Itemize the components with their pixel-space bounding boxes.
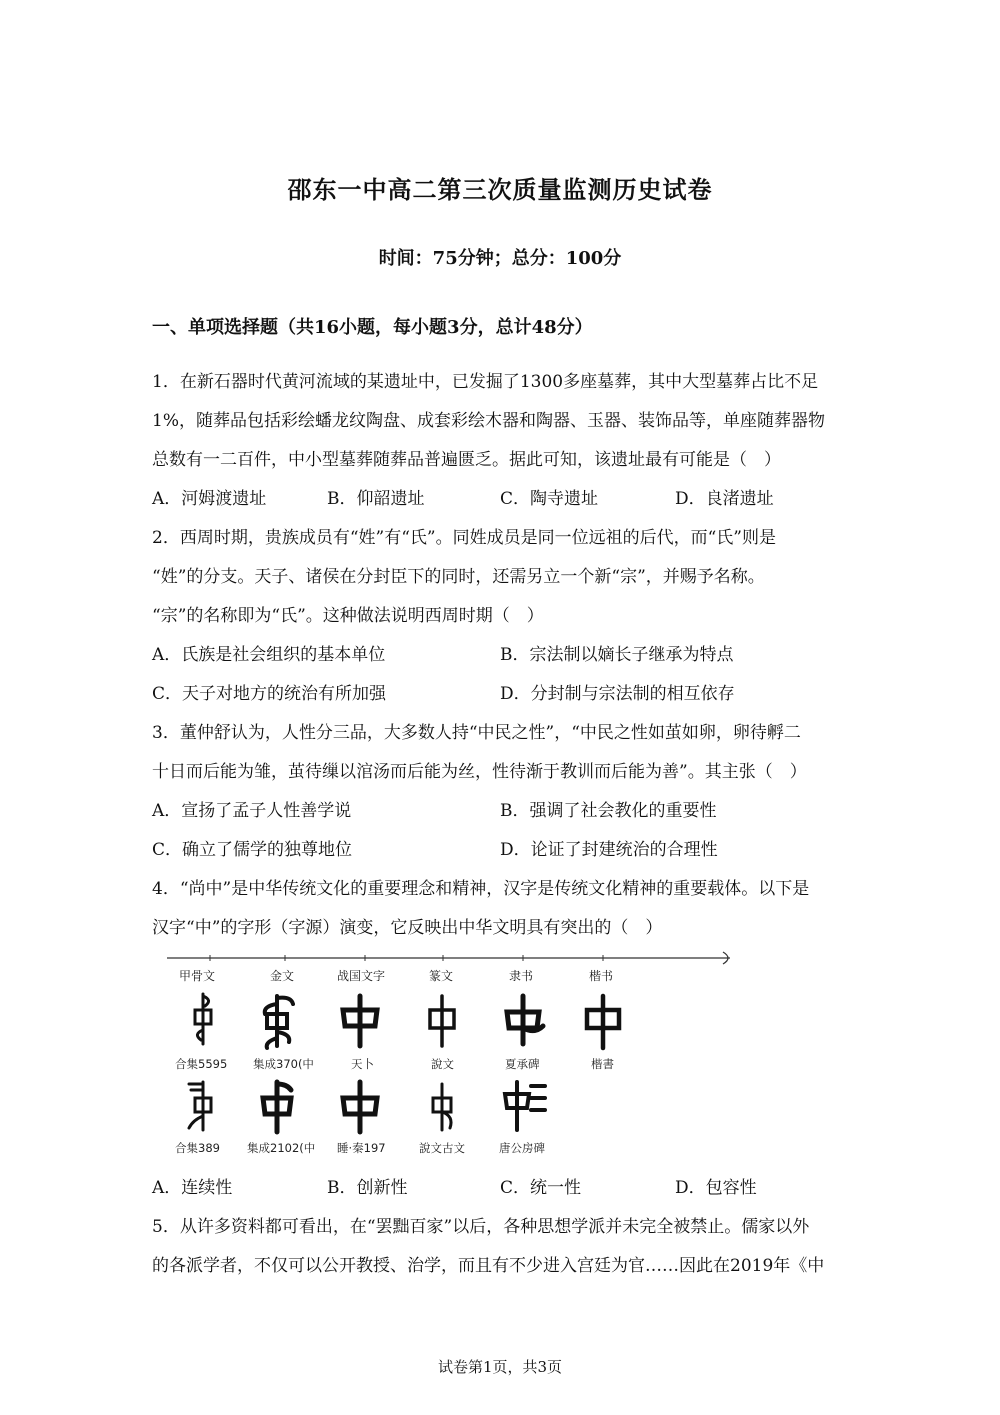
source-2-1: 合集389 xyxy=(175,1141,220,1155)
glyph-bronze-1 xyxy=(265,996,293,1048)
question-4-line-2: 汉字“中”的字形（字源）演变，它反映出中华文明具有突出的（ ） xyxy=(152,918,663,938)
question-3-line-1: 3．董仲舒认为，人性分三品，大多数人持“中民之性”，“中民之性如茧如卵，卵待孵二 xyxy=(152,723,801,743)
q3-option-c: C．确立了儒学的独尊地位 xyxy=(152,840,353,860)
question-2-line-3: “宗”的名称即为“氏”。这种做法说明西周时期（ ） xyxy=(152,606,544,626)
q2-option-d: D．分封制与宗法制的相互依存 xyxy=(500,684,735,704)
question-3-line-2: 十日而后能为雏，茧待缫以涫汤而后能为丝，性待渐于教训而后能为善”。其主张（ ） xyxy=(152,762,807,782)
source-1-1: 合集5595 xyxy=(175,1057,228,1071)
glyph-clerical-2 xyxy=(505,1082,545,1130)
page-footer: 试卷第1页，共3页 xyxy=(437,1358,563,1376)
q3-option-b: B．强调了社会教化的重要性 xyxy=(500,801,717,821)
source-1-2: 集成370(中 xyxy=(253,1057,314,1071)
header-seal: 篆文 xyxy=(429,969,454,983)
q2-option-b: B．宗法制以嫡长子继承为特点 xyxy=(500,645,734,665)
question-1-line-3: 总数有一二百件，中小型墓葬随葬品普遍匮乏。据此可知，该遗址最有可能是（ ） xyxy=(152,450,781,470)
header-regular: 楷书 xyxy=(589,969,614,983)
question-4-line-1: 4．“尚中”是中华传统文化的重要理念和精神，汉字是传统文化精神的重要载体。以下是 xyxy=(152,879,810,899)
q1-option-c: C．陶寺遗址 xyxy=(500,489,599,509)
q1-option-b: B．仰韶遗址 xyxy=(327,489,425,509)
header-warring: 战国文字 xyxy=(337,969,386,983)
page-title: 邵东一中高二第三次质量监测历史试卷 xyxy=(287,175,713,204)
source-1-3: 天卜 xyxy=(351,1057,374,1071)
glyph-seal-1 xyxy=(430,996,454,1046)
source-2-5: 唐公房碑 xyxy=(499,1141,545,1155)
question-5-line-1: 5．从许多资料都可看出，在“罢黜百家”以后，各种思想学派并未完全被禁止。儒家以外 xyxy=(152,1217,810,1237)
q4-option-a: A．连续性 xyxy=(152,1178,233,1198)
section-heading: 一、单项选择题（共16小题，每小题3分，总计48分） xyxy=(152,317,593,338)
source-2-3: 睡·秦197 xyxy=(337,1141,386,1155)
q3-option-d: D．论证了封建统治的合理性 xyxy=(500,840,718,860)
q1-option-a: A．河姆渡遗址 xyxy=(152,489,267,509)
q4-option-d: D．包容性 xyxy=(675,1178,757,1198)
glyph-bronze-2 xyxy=(263,1082,291,1132)
glyph-warring-1 xyxy=(343,996,377,1046)
q1-option-d: D．良渚遗址 xyxy=(675,489,774,509)
source-1-6: 楷書 xyxy=(591,1057,614,1071)
glyph-clerical-1 xyxy=(507,996,543,1044)
header-bronze: 金文 xyxy=(270,969,295,983)
question-2-line-1: 2．西周时期，贵族成员有“姓”有“氏”。同姓成员是同一位远祖的后代，而“氏”则是 xyxy=(152,528,776,548)
source-1-4: 說文 xyxy=(431,1057,454,1071)
question-1-line-1: 1．在新石器时代黄河流域的某遗址中，已发掘了1300多座墓葬，其中大型墓葬占比不足 xyxy=(152,372,819,392)
question-5-line-2: 的各派学者，不仅可以公开教授、治学，而且有不少进入宫廷为官……因此在2019年《中 xyxy=(152,1256,825,1276)
glyph-oracle-2 xyxy=(189,1082,211,1130)
glyph-oracle-1 xyxy=(195,994,211,1044)
question-1-line-2: 1%，随葬品包括彩绘蟠龙纹陶盘、成套彩绘木器和陶器、玉器、装饰品等，单座随葬器物 xyxy=(152,411,825,431)
q3-option-a: A．宣扬了孟子人性善学说 xyxy=(152,801,352,821)
question-2-line-2: “姓”的分支。天子、诸侯在分封臣下的同时，还需另立一个新“宗”，并赐予名称。 xyxy=(152,567,765,587)
header-clerical: 隶书 xyxy=(509,969,534,983)
source-1-5: 夏承碑 xyxy=(505,1057,540,1071)
character-evolution-figure xyxy=(165,944,740,1164)
q4-option-c: C．统一性 xyxy=(500,1178,582,1198)
glyph-warring-2 xyxy=(343,1082,377,1132)
glyph-regular-1 xyxy=(587,996,619,1048)
q4-option-b: B．创新性 xyxy=(327,1178,408,1198)
q2-option-a: A．氏族是社会组织的基本单位 xyxy=(152,645,386,665)
source-2-2: 集成2102(中 xyxy=(247,1141,316,1155)
glyph-seal-2 xyxy=(433,1084,451,1130)
source-2-4: 說文古文 xyxy=(419,1141,465,1155)
exam-info: 时间：75分钟；总分：100分 xyxy=(378,248,622,269)
header-oracle: 甲骨文 xyxy=(179,969,216,983)
q2-option-c: C．天子对地方的统治有所加强 xyxy=(152,684,387,704)
